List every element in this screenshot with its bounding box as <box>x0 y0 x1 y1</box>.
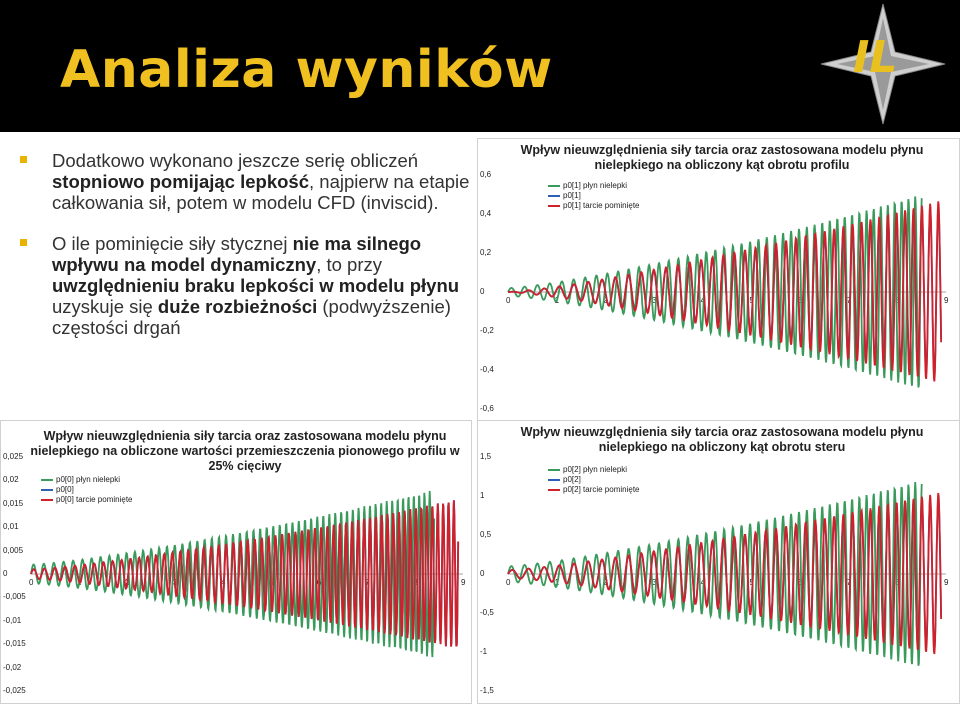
chart-title: Wpływ nieuwzględnienia siły tarcia oraz zastosowana modelu płynu nielepkiego na obliczone wartości przemieszczenia pionowego profilu w 25% cięciwy <box>30 429 460 473</box>
chart-legend <box>548 465 640 495</box>
y-tick-label: 1 <box>480 491 485 500</box>
legend-entry <box>548 475 640 485</box>
bullet-text-2-b: nie ma silnego wpływu na model dynamiczny <box>52 233 422 275</box>
y-tick-label: -0,4 <box>480 365 494 374</box>
y-tick-label: 0 <box>480 569 485 578</box>
bullet-text-2-f: duże rozbieżności <box>157 296 318 317</box>
legend-label: p0[0] <box>56 485 74 494</box>
x-tick-label: 0 <box>506 578 511 587</box>
bullet-text-2-d: uwzględnieniu braku lepkości w modelu płynu <box>52 275 460 296</box>
bullet-list <box>14 150 484 358</box>
y-tick-label: 1,5 <box>480 452 492 461</box>
x-tick-label: 1 <box>554 296 560 305</box>
x-tick-label: 3 <box>652 296 657 305</box>
y-tick-label: 0,5 <box>480 530 492 539</box>
chart-plot <box>1 421 471 703</box>
x-tick-label: 9 <box>944 578 949 587</box>
chart-legend <box>41 475 133 505</box>
legend-swatch <box>548 195 560 197</box>
y-tick-label: 0,2 <box>480 248 492 257</box>
y-tick-label: -0,015 <box>3 639 26 649</box>
x-tick-label: 8 <box>895 578 900 587</box>
chart-rudder-angle <box>477 420 960 704</box>
legend-entry <box>548 465 640 475</box>
legend-swatch <box>548 479 560 481</box>
x-tick-label: 4 <box>700 578 706 587</box>
legend-label: p0[2] <box>563 475 581 484</box>
bullet-text-1-a: Dodatkowo wykonano jeszcze serię obliczeń <box>52 150 419 171</box>
legend-swatch <box>548 469 560 471</box>
x-tick-label: 5 <box>269 578 274 587</box>
legend-swatch <box>41 479 53 481</box>
y-tick-label: 0,01 <box>3 522 19 532</box>
x-tick-label: 9 <box>461 578 466 587</box>
bullet-text-2-c: , to przy <box>316 254 383 275</box>
chart-title: Wpływ nieuwzględnienia siły tarcia oraz zastosowana modelu płynu nielepkiego na obliczony kąt obrotu steru <box>520 425 924 454</box>
x-tick-label: 2 <box>603 578 608 587</box>
legend-swatch <box>548 185 560 187</box>
x-tick-label: 3 <box>652 578 657 587</box>
bullet-text-1-c: , najpierw na etapie całkowania sił, potem w modelu CFD (inviscid). <box>52 171 470 213</box>
x-tick-label: 6 <box>798 296 803 305</box>
chart-title: Wpływ nieuwzględnienia siły tarcia oraz zastosowana modelu płynu nielepkiego na obliczony kąt obrotu profilu <box>520 143 924 172</box>
legend-entry <box>548 181 640 191</box>
x-tick-label: 7 <box>846 296 852 305</box>
legend-swatch <box>548 205 560 207</box>
y-tick-label: -0,025 <box>3 686 26 695</box>
x-tick-label: 0 <box>506 296 511 305</box>
y-tick-label: 0 <box>3 569 8 578</box>
x-tick-label: 0 <box>29 578 34 587</box>
legend-label: p0[1] płyn nielepki <box>563 181 628 190</box>
bullet-item <box>14 233 484 338</box>
logo-text: IL <box>853 32 898 83</box>
legend-swatch <box>41 489 53 491</box>
y-tick-label: 0,005 <box>3 545 24 555</box>
legend-label: p0[1] <box>563 191 581 200</box>
chart-legend <box>548 181 640 211</box>
chart-plot <box>478 421 959 703</box>
bullet-text-1-b: stopniowo pomijając lepkość <box>52 171 309 192</box>
chart-rotation-angle <box>477 138 960 422</box>
y-tick-label: 0,015 <box>3 498 24 508</box>
x-tick-label: 1 <box>554 578 560 587</box>
x-tick-label: 8 <box>413 578 418 587</box>
y-tick-label: -1 <box>480 647 488 656</box>
x-tick-label: 6 <box>317 578 322 587</box>
legend-label: p0[1] tarcie pominięte <box>563 201 640 210</box>
x-tick-label: 4 <box>700 296 706 305</box>
legend-entry <box>41 495 133 505</box>
bullet-text-2-g: (podwyższenie) częstości drgań <box>52 296 451 338</box>
header-bar <box>0 0 960 132</box>
y-tick-label: 0,4 <box>480 209 492 218</box>
y-tick-label: 0,02 <box>3 475 19 485</box>
legend-swatch <box>41 499 53 501</box>
y-tick-label: -0,2 <box>480 326 494 335</box>
legend-entry <box>41 475 133 485</box>
x-tick-label: 5 <box>749 578 754 587</box>
chart-vertical-displacement <box>0 420 472 704</box>
page-title: Analiza wyników <box>60 40 553 100</box>
x-tick-label: 2 <box>603 296 608 305</box>
x-tick-label: 3 <box>173 578 178 587</box>
y-tick-label: -0,005 <box>3 592 26 602</box>
y-tick-label: 0,6 <box>480 170 492 179</box>
legend-label: p0[0] tarcie pominięte <box>56 495 133 504</box>
legend-entry <box>548 201 640 211</box>
y-tick-label: 0,025 <box>3 452 24 461</box>
x-tick-label: 6 <box>798 578 803 587</box>
bullet-text-2-a: O ile pominięcie siły stycznej <box>52 233 293 254</box>
y-tick-label: -0,01 <box>3 615 22 625</box>
legend-entry <box>41 485 133 495</box>
legend-label: p0[2] płyn nielepki <box>563 465 628 474</box>
legend-entry <box>548 485 640 495</box>
x-tick-label: 9 <box>944 296 949 305</box>
legend-entry <box>548 191 640 201</box>
y-tick-label: -0,02 <box>3 662 22 672</box>
x-tick-label: 7 <box>365 578 370 587</box>
legend-swatch <box>548 489 560 491</box>
y-tick-label: -0,6 <box>480 404 494 413</box>
x-tick-label: 7 <box>846 578 852 587</box>
bullet-square-icon <box>20 239 27 246</box>
bullet-square-icon <box>20 156 27 163</box>
x-tick-label: 4 <box>221 578 226 587</box>
logo <box>795 4 945 124</box>
x-tick-label: 1 <box>77 578 82 587</box>
x-tick-label: 2 <box>125 578 130 587</box>
x-tick-label: 8 <box>895 296 900 305</box>
y-tick-label: 0 <box>480 287 485 296</box>
x-tick-label: 5 <box>749 296 754 305</box>
y-tick-label: -0,5 <box>480 608 494 617</box>
legend-label: p0[2] tarcie pominięte <box>563 485 640 494</box>
legend-label: p0[0] płyn nielepki <box>56 475 121 484</box>
y-tick-label: -1,5 <box>480 686 494 695</box>
bullet-text-2-e: uzyskuje się <box>52 296 158 317</box>
bullet-item <box>14 150 484 213</box>
